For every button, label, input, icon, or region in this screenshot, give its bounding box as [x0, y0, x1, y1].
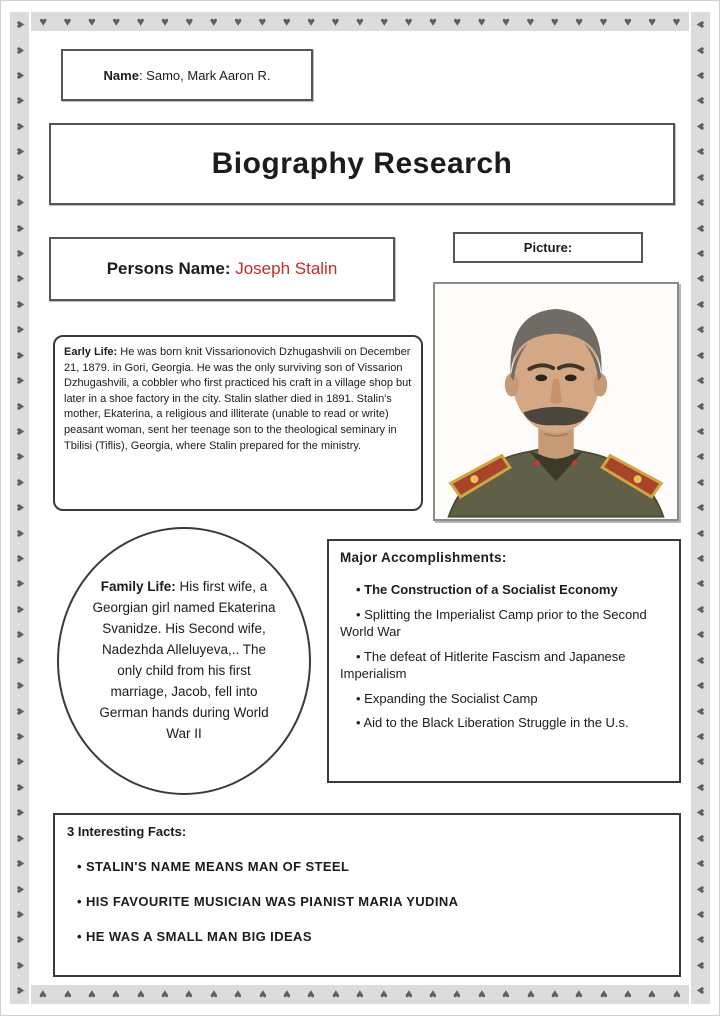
- border-ornament-icon: ♥: [12, 834, 27, 843]
- border-ornament-icon: ♥: [477, 14, 486, 29]
- border-ornament-icon: ♥: [12, 681, 27, 690]
- border-ornament-icon: ♥: [693, 376, 708, 385]
- border-ornament-icon: ♥: [12, 910, 27, 919]
- border-ornament-icon: ♥: [355, 987, 364, 1002]
- person-name-value: Joseph Stalin: [235, 259, 338, 278]
- border-ornament-icon: ♥: [404, 14, 413, 29]
- border-ornament-icon: ♥: [693, 300, 708, 309]
- border-ornament-icon: ♥: [12, 71, 27, 80]
- border-ornament-icon: ♥: [380, 987, 389, 1002]
- border-ornament-icon: ♥: [12, 122, 27, 131]
- border-ornament-icon: ♥: [693, 936, 708, 944]
- border-ornament-icon: ♥: [63, 14, 72, 29]
- border-ornament-icon: ♥: [380, 14, 389, 29]
- border-ornament-icon: ♥: [12, 630, 27, 639]
- border-ornament-icon: ♥: [693, 554, 708, 563]
- border-ornament-icon: ♥: [693, 402, 708, 410]
- border-ornament-icon: ♥: [672, 987, 681, 1002]
- border-ornament-icon: ♥: [693, 656, 708, 665]
- border-ornament-icon: ♥: [12, 961, 27, 970]
- bullet-item: • HE WAS A SMALL MAN BIG IDEAS: [77, 929, 312, 944]
- border-ornament-icon: ♥: [12, 580, 27, 588]
- border-ornament-icon: ♥: [693, 198, 708, 207]
- border-ornament-icon: ♥: [693, 859, 708, 868]
- border-ornament-icon: ♥: [12, 986, 27, 995]
- border-ornament-icon: ♥: [307, 987, 315, 1002]
- student-name-box: [61, 49, 313, 101]
- border-ornament-icon: ♥: [12, 20, 27, 29]
- border-ornament-icon: ♥: [12, 554, 27, 563]
- border-ornament-icon: ♥: [693, 478, 708, 487]
- border-ornament-icon: ♥: [12, 478, 27, 487]
- border-ornament-icon: ♥: [453, 987, 462, 1002]
- border-ornament-icon: ♥: [161, 14, 169, 29]
- border-ornament-icon: ♥: [12, 376, 27, 385]
- picture-label: Picture:: [523, 240, 573, 255]
- border-ornament-icon: ♥: [12, 656, 27, 665]
- border-ornament-icon: ♥: [112, 14, 121, 29]
- border-ornament-icon: ♥: [623, 14, 632, 29]
- early-life-label: Early Life:: [64, 346, 118, 358]
- border-ornament-icon: ♥: [12, 351, 27, 360]
- border-ornament-icon: ♥: [693, 46, 708, 54]
- border-ornament-icon: ♥: [39, 14, 48, 29]
- border-ornament-icon: ♥: [12, 707, 27, 715]
- border-ornament-icon: ♥: [693, 732, 708, 741]
- bullet-item: • Expanding the Socialist Camp: [356, 690, 538, 706]
- facts-section: [53, 813, 681, 977]
- border-ornament-icon: ♥: [282, 987, 291, 1002]
- bullet-item: • HIS FAVOURITE MUSICIAN WAS PIANIST MARIA YUDINA: [77, 894, 459, 909]
- family-life-section: [57, 527, 311, 795]
- border-ornament-icon: ♥: [429, 987, 437, 1002]
- name-value: : Samo, Mark Aaron R.: [138, 67, 271, 83]
- border-ornament-icon: ♥: [12, 97, 27, 105]
- border-ornament-icon: ♥: [693, 630, 708, 639]
- border-ornament-icon: ♥: [331, 14, 340, 29]
- border-ornament-icon: ♥: [12, 275, 27, 283]
- accomplishments-list: [340, 581, 668, 732]
- person-name-label: Persons Name:: [106, 259, 231, 278]
- border-ornament-icon: ♥: [12, 46, 27, 54]
- border-ornament-icon: ♥: [623, 987, 632, 1002]
- border-ornament-icon: ♥: [502, 987, 510, 1002]
- border-ornament-icon: ♥: [12, 859, 27, 868]
- border-ornament-icon: ♥: [429, 14, 437, 29]
- border-ornament-icon: ♥: [693, 503, 708, 512]
- border-ornament-icon: ♥: [693, 783, 708, 792]
- border-ornament-icon: ♥: [477, 987, 486, 1002]
- name-label: Name: [103, 67, 139, 83]
- border-ornament-icon: ♥: [693, 961, 708, 970]
- bullet-item: • STALIN'S NAME MEANS MAN OF STEEL: [77, 859, 350, 874]
- family-life-text: His first wife, a Georgian girl named Ekaterina Svanidze. His Second wife, Nadezhda Alleluyeva,.. The only child from his first marriage, Jacob, fell into German hands during World War II: [92, 579, 276, 741]
- border-ornament-icon: ♥: [648, 14, 657, 29]
- border-ornament-icon: ♥: [12, 427, 27, 436]
- border-ornament-icon: ♥: [161, 987, 169, 1002]
- worksheet-title-box: [49, 123, 675, 205]
- border-ornament-icon: ♥: [258, 14, 267, 29]
- border-ornament-icon: ♥: [12, 529, 27, 537]
- border-ornament-icon: ♥: [575, 987, 583, 1002]
- border-ornament-icon: ♥: [526, 987, 535, 1002]
- border-ornament-icon: ♥: [136, 987, 145, 1002]
- ornament-border-left: [10, 12, 29, 1004]
- border-ornament-icon: ♥: [693, 325, 708, 334]
- border-ornament-icon: ♥: [693, 122, 708, 131]
- border-ornament-icon: ♥: [693, 681, 708, 690]
- border-ornament-icon: ♥: [693, 758, 708, 766]
- border-ornament-icon: ♥: [258, 987, 267, 1002]
- border-ornament-icon: ♥: [693, 97, 708, 105]
- ornament-border-top: [31, 12, 689, 31]
- border-ornament-icon: ♥: [693, 20, 708, 29]
- border-ornament-icon: ♥: [693, 224, 708, 232]
- border-ornament-icon: ♥: [112, 987, 121, 1002]
- border-ornament-icon: ♥: [63, 987, 72, 1002]
- border-ornament-icon: ♥: [693, 910, 708, 919]
- border-ornament-icon: ♥: [12, 808, 27, 817]
- border-ornament-icon: ♥: [12, 147, 27, 156]
- border-ornament-icon: ♥: [526, 14, 535, 29]
- border-ornament-icon: ♥: [693, 173, 708, 182]
- person-name-box: [49, 237, 395, 301]
- border-ornament-icon: ♥: [693, 580, 708, 588]
- border-ornament-icon: ♥: [12, 732, 27, 741]
- border-ornament-icon: ♥: [693, 275, 708, 283]
- border-ornament-icon: ♥: [12, 249, 27, 258]
- border-ornament-icon: ♥: [693, 834, 708, 843]
- border-ornament-icon: ♥: [672, 14, 681, 29]
- border-ornament-icon: ♥: [185, 987, 194, 1002]
- border-ornament-icon: ♥: [12, 503, 27, 512]
- border-ornament-icon: ♥: [12, 605, 27, 614]
- border-ornament-icon: ♥: [693, 351, 708, 360]
- border-ornament-icon: ♥: [12, 936, 27, 944]
- border-ornament-icon: ♥: [693, 249, 708, 258]
- accomplishments-section: [327, 539, 681, 783]
- border-ornament-icon: ♥: [550, 987, 559, 1002]
- border-ornament-icon: ♥: [693, 605, 708, 614]
- border-ornament-icon: ♥: [355, 14, 364, 29]
- border-ornament-icon: ♥: [88, 14, 96, 29]
- border-ornament-icon: ♥: [575, 14, 583, 29]
- border-ornament-icon: ♥: [12, 325, 27, 334]
- border-ornament-icon: ♥: [234, 14, 242, 29]
- border-ornament-icon: ♥: [693, 147, 708, 156]
- border-ornament-icon: ♥: [693, 427, 708, 436]
- border-ornament-icon: ♥: [502, 14, 510, 29]
- border-ornament-icon: ♥: [693, 986, 708, 995]
- stalin-portrait-image: [435, 284, 677, 519]
- border-ornament-icon: ♥: [693, 808, 708, 817]
- facts-list: [67, 859, 667, 944]
- border-ornament-icon: ♥: [693, 71, 708, 80]
- border-ornament-icon: ♥: [12, 173, 27, 182]
- portrait-frame: [433, 282, 679, 521]
- border-ornament-icon: ♥: [599, 14, 608, 29]
- border-ornament-icon: ♥: [693, 885, 708, 893]
- border-ornament-icon: ♥: [234, 987, 242, 1002]
- border-ornament-icon: ♥: [453, 14, 462, 29]
- border-ornament-icon: ♥: [693, 707, 708, 715]
- border-ornament-icon: ♥: [12, 198, 27, 207]
- border-ornament-icon: ♥: [550, 14, 559, 29]
- border-ornament-icon: ♥: [693, 453, 708, 461]
- early-life-section: [53, 335, 423, 511]
- bullet-item: • Aid to the Black Liberation Struggle in the U.s.: [356, 715, 629, 731]
- border-ornament-icon: ♥: [185, 14, 194, 29]
- border-ornament-icon: ♥: [136, 14, 145, 29]
- border-ornament-icon: ♥: [404, 987, 413, 1002]
- family-life-label: Family Life:: [100, 579, 176, 595]
- accomplishments-label: Major Accomplishments:: [340, 550, 507, 565]
- border-ornament-icon: ♥: [209, 987, 218, 1002]
- border-ornament-icon: ♥: [88, 987, 96, 1002]
- border-ornament-icon: ♥: [12, 783, 27, 792]
- ornament-border-bottom: [31, 985, 689, 1004]
- bullet-item: • The defeat of Hitlerite Fascism and Japanese Imperialism: [340, 648, 626, 682]
- border-ornament-icon: ♥: [12, 758, 27, 766]
- border-ornament-icon: ♥: [307, 14, 315, 29]
- border-ornament-icon: ♥: [12, 224, 27, 232]
- bullet-item: • Splitting the Imperialist Camp prior to the Second World War: [340, 606, 647, 640]
- border-ornament-icon: ♥: [39, 987, 48, 1002]
- page-title: Biography Research: [211, 147, 513, 180]
- border-ornament-icon: ♥: [693, 529, 708, 537]
- early-life-text: He was born knit Vissarionovich Dzhugashvili on December 21, 1879. in Gori, Georgia. He was the only surviving son of Vissarion Dzhugashvili, a cobbler who first practiced his craft in a village shop but later in a shoe factory in the city. Stalin slather died in 1891. Stalin's mother, Ekaterina, a religious and illiterate (unable to read or write) peasant woman, sent her teenage son to the theological seminary in Tbilisi (Tiflis), Georgia, where Stalin prepared for the ministry.: [64, 346, 412, 452]
- border-ornament-icon: ♥: [331, 987, 340, 1002]
- border-ornament-icon: ♥: [12, 453, 27, 461]
- picture-label-box: [453, 232, 643, 263]
- border-ornament-icon: ♥: [282, 14, 291, 29]
- facts-label: 3 Interesting Facts:: [67, 824, 187, 839]
- border-ornament-icon: ♥: [12, 885, 27, 893]
- border-ornament-icon: ♥: [209, 14, 218, 29]
- border-ornament-icon: ♥: [599, 987, 608, 1002]
- ornament-border-right: [691, 12, 710, 1004]
- bullet-item: • The Construction of a Socialist Economy: [356, 582, 618, 597]
- border-ornament-icon: ♥: [12, 402, 27, 410]
- border-ornament-icon: ♥: [648, 987, 657, 1002]
- border-ornament-icon: ♥: [12, 300, 27, 309]
